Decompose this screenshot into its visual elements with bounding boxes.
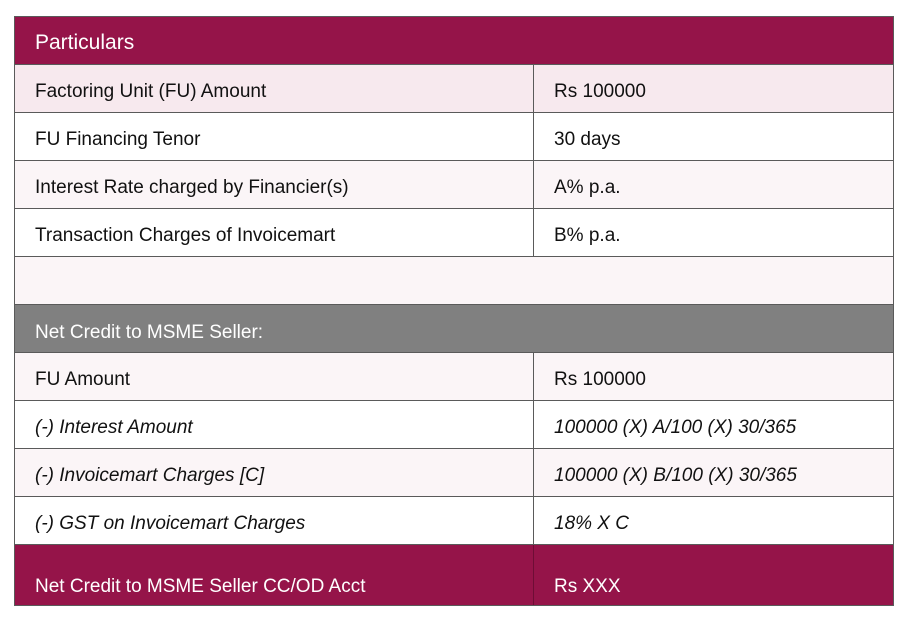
table-row [15,401,893,449]
row-value: B% p.a. [554,224,621,246]
table-row [15,353,893,401]
table-header-title: Particulars [35,30,135,54]
table-row [15,161,893,209]
spacer-cell [15,257,893,304]
row-label: FU Amount [15,353,534,400]
row-label: (-) Invoicemart Charges [C] [15,449,534,496]
row-value: A% p.a. [554,176,621,198]
table-row [15,65,893,113]
row-value: Rs 100000 [554,368,646,390]
row-value: 100000 (X) A/100 (X) 30/365 [554,416,797,438]
table-header-row [15,17,893,65]
row-value: 30 days [554,128,621,150]
row-label: (-) GST on Invoicemart Charges [15,497,534,544]
total-value: Rs XXX [554,576,621,597]
table-spacer-row [15,257,893,305]
total-row [15,545,893,605]
particulars-table [14,16,894,606]
table-row [15,113,893,161]
total-label: Net Credit to MSME Seller CC/OD Acct [15,545,534,605]
row-label: Interest Rate charged by Financier(s) [15,161,534,208]
section-title: Net Credit to MSME Seller: [35,321,264,343]
table-row [15,449,893,497]
table-row [15,497,893,545]
row-value: 18% X C [554,512,629,534]
row-label: Factoring Unit (FU) Amount [15,65,534,112]
row-label: FU Financing Tenor [15,113,534,160]
row-value: 100000 (X) B/100 (X) 30/365 [554,464,797,486]
row-label: Transaction Charges of Invoicemart [15,209,534,256]
row-value: Rs 100000 [554,80,646,102]
section-header-row [15,305,893,353]
table-row [15,209,893,257]
row-label: (-) Interest Amount [15,401,534,448]
